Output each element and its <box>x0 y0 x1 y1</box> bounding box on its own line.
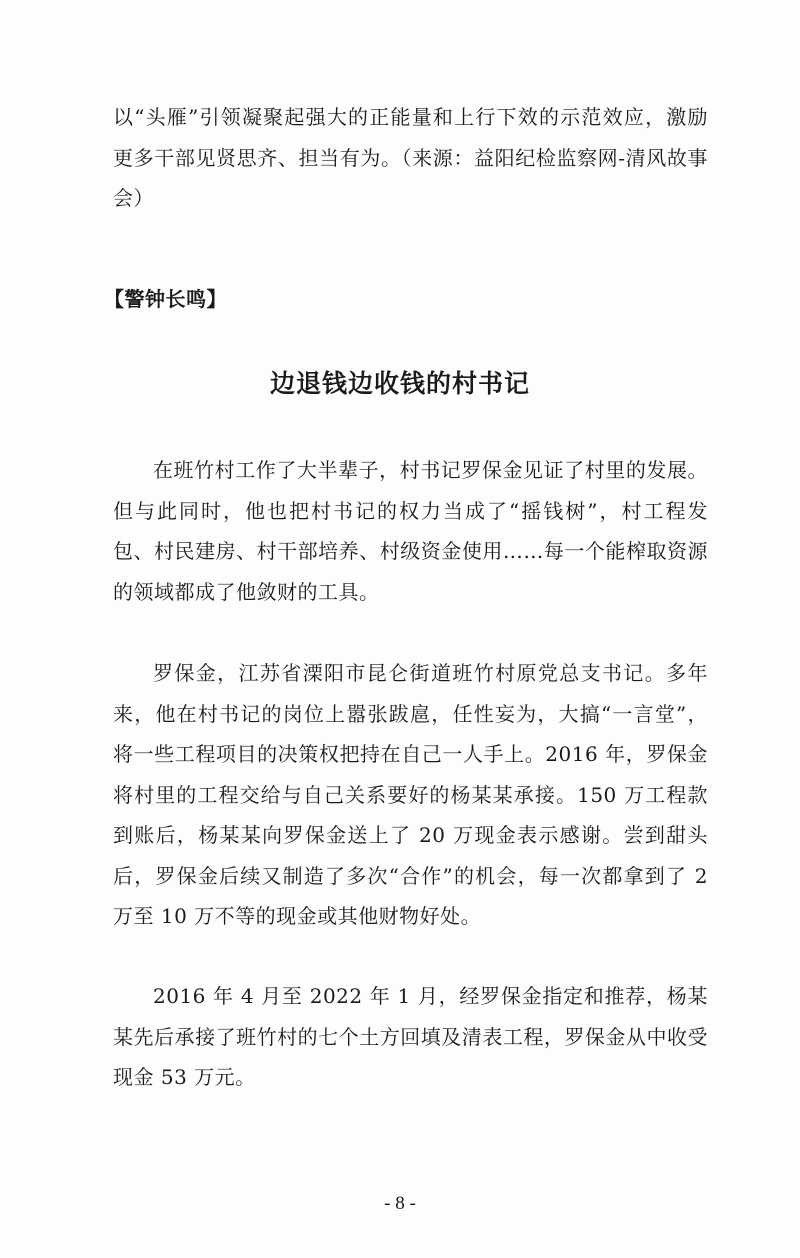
intro-paragraph: 以“头雁”引领凝聚起强大的正能量和上行下效的示范效应，激励更多干部见贤思齐、担当有为。（来源：益阳纪检监察网-清风故事会） <box>113 105 708 210</box>
body-paragraph: 罗保金，江苏省溧阳市昆仑街道班竹村原党总支书记。多年来，他在村书记的岗位上嚣张跋扈，任性妄为，大搞“一言堂”，将一些工程项目的决策权把持在自己一人手上。2016 年，罗保金将村里的工程交给与自己关系要好的杨某某承接。150 万工程款到账后，杨某某向罗保金送上了 20 万现金表示感谢。尝到甜头后，罗保金后续又制造了多次“合作”的机会，每一次都拿到了 2 万至 10 万不等的现金或其他财物好处。 <box>113 661 708 928</box>
body-paragraph: 在班竹村工作了大半辈子，村书记罗保金见证了村里的发展。但与此同时，他也把村书记的权力当成了“摇钱树”，村工程发包、村民建房、村干部培养、村级资金使用……每一个能榨取资源的领域都成了他敛财的工具。 <box>113 458 708 604</box>
section-tag: 【警钟长鸣】 <box>104 287 227 311</box>
page-number: - 8 - <box>384 1193 416 1214</box>
body-paragraph: 2016 年 4 月至 2022 年 1 月，经罗保金指定和推荐，杨某某先后承接了班竹村的七个土方回填及清表工程，罗保金从中收受现金 53 万元。 <box>113 984 708 1089</box>
article-title: 边退钱边收钱的村书记 <box>269 369 530 398</box>
